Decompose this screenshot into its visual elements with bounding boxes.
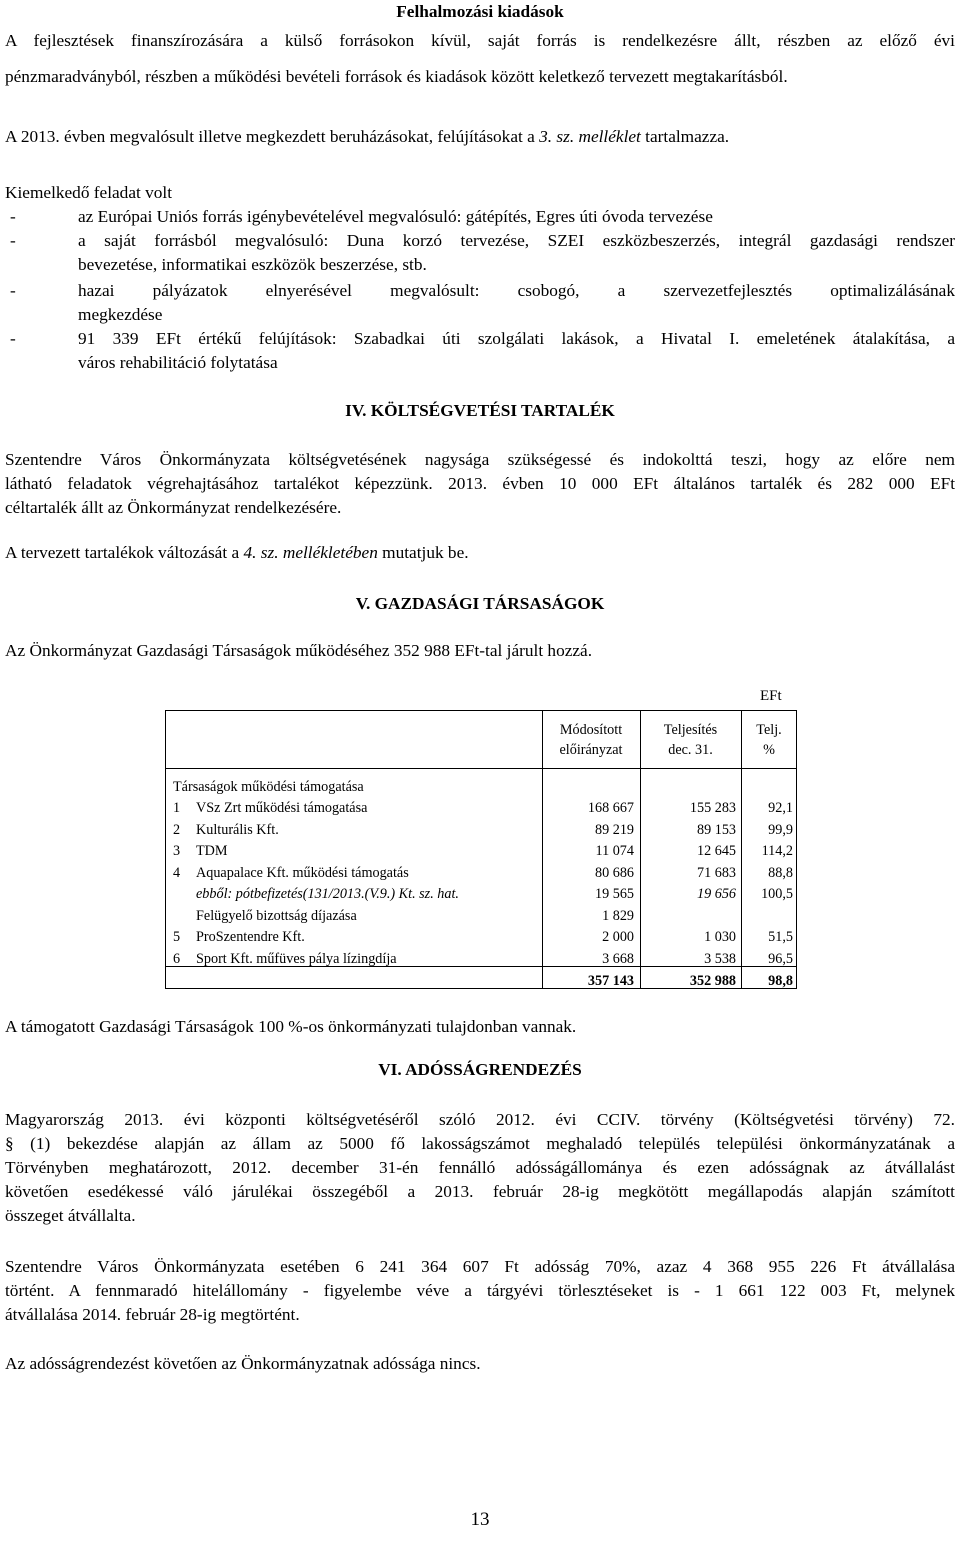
- adossag-p2-line-2: történt. A fennmaradó hitelállomány - figyelembe véve a tárgyévi törlesztéseket is - 1 661 122 003 Ft, melynek: [5, 1281, 955, 1300]
- col-header-teljesites-2: dec. 31.: [668, 742, 713, 758]
- tartalek-line-1: Szentendre Város Önkormányzata költségvetésének nagysága szükségessé és indokolttá teszi, hogy az előre nem: [5, 450, 955, 469]
- row-teljesites: 19 656: [696, 886, 736, 902]
- tartalek-melleklet-ref: 4. sz. mellékletében: [243, 543, 378, 562]
- tartalek-p2-c: mutatjuk be.: [377, 543, 469, 562]
- adossag-line-4: követően esedékessé váló járulékai összegéből a 2013. február 28-ig megkötött megállapodás alapján számított: [5, 1182, 955, 1201]
- tartalek-p2-a: A tervezett tartalékok változását a: [5, 543, 244, 562]
- row-name: Sport Kft. műfüves pálya lízingdíja: [196, 950, 397, 967]
- row-pct: 96,5: [768, 950, 793, 967]
- bullet-3-line-2: megkezdése: [78, 305, 163, 324]
- heading-tarsasagok: V. GAZDASÁGI TÁRSASÁGOK: [355, 594, 605, 613]
- row-modositott: 11 074: [595, 843, 634, 859]
- tartalek-line-2: látható feladatok végrehajtásához tartalékot képezzünk. 2013. évben 10 000 EFt általános tartalék és 282 000 EFt: [5, 474, 955, 493]
- row-modositott: 80 686: [594, 864, 634, 881]
- row-name: Aquapalace Kft. működési támogatás: [196, 864, 409, 881]
- row-pct: 100,5: [761, 886, 793, 902]
- row-pct: 99,9: [768, 821, 793, 838]
- row-pct: 114,2: [761, 843, 793, 859]
- p1-line-3-c: tartalmazza.: [640, 127, 730, 146]
- row-modositott: 3 668: [602, 950, 634, 967]
- row-modositott: 168 667: [587, 800, 634, 816]
- row-number: 3: [173, 843, 181, 859]
- heading-tartalek: IV. KÖLTSÉGVETÉSI TARTALÉK: [345, 401, 615, 420]
- p1-melleklet-ref: 3. sz. melléklet: [539, 127, 641, 146]
- tarsasagok-outro: A támogatott Gazdasági Társaságok 100 %-os önkormányzati tulajdonban vannak.: [5, 1017, 577, 1036]
- row-number: 4: [173, 864, 181, 881]
- p1-line-3: [5, 127, 729, 147]
- unit-label: EFt: [760, 688, 782, 704]
- bullet-dash: -: [10, 231, 16, 250]
- p1-line-1: A fejlesztések finanszírozására a külső forrásokon kívül, saját forrás is rendelkezésre állt, részben az előző évi: [5, 31, 955, 50]
- p1-line-2: pénzmaradványból, részben a működési bevételi források és kiadások között keletkező tervezett megtakarításból.: [5, 67, 788, 86]
- bullet-2-line-2: bevezetése, informatikai eszközök beszerzése, stb.: [78, 255, 427, 274]
- bullet-4-line-1: 91 339 EFt értékű felújítások: Szabadkai úti szolgálati lakások, a Hivatal I. emeletének átalakítása, a: [78, 329, 955, 348]
- row-name: ebből: pótbefizetés(131/2013.(V.9.) Kt. sz. hat.: [196, 886, 459, 902]
- tarsasagok-intro: Az Önkormányzat Gazdasági Társaságok működéséhez 352 988 EFt-tal járult hozzá.: [5, 641, 593, 660]
- row-teljesites: 1 030: [704, 929, 736, 945]
- tarsasagok-table: [165, 710, 797, 989]
- row-modositott: 89 219: [594, 821, 634, 838]
- row-number: 6: [173, 950, 181, 967]
- bullet-3-line-1: hazai pályázatok elnyerésével megvalósult: csobogó, a szervezetfejlesztés optimalizálásának: [78, 281, 955, 300]
- adossag-line-1: Magyarország 2013. évi központi költségvetéséről szóló 2012. évi CCIV. törvény (Költségvetési törvény) 72.: [5, 1110, 955, 1129]
- row-teljesites: 155 283: [689, 800, 736, 816]
- row-name: VSz Zrt működési támogatása: [196, 800, 368, 816]
- bullet-2-line-1: a saját forrásból megvalósuló: Duna korzó tervezése, SZEI eszközbeszerzés, integrál gazdasági rendszer: [78, 231, 955, 250]
- heading-felhalmozasi: Felhalmozási kiadások: [396, 2, 564, 21]
- page-number: 13: [470, 1509, 490, 1530]
- adossag-line-3: Törvényben meghatározott, 2012. december 31-én fennálló adósságállománya és ezen adósságnak az átvállalást: [5, 1158, 955, 1177]
- tartalek-p2: [5, 543, 469, 563]
- total-modositott: 357 143: [587, 973, 634, 989]
- total-teljesites: 352 988: [689, 973, 736, 989]
- row-modositott: 2 000: [602, 929, 634, 945]
- row-name: Kulturális Kft.: [196, 821, 279, 838]
- section-label: Társaságok működési támogatása: [173, 779, 364, 795]
- row-name: TDM: [196, 843, 228, 859]
- adossag-p2-line-1: Szentendre Város Önkormányzata esetében 6 241 364 607 Ft adósság 70%, azaz 4 368 955 226 Ft átvállalása: [5, 1257, 955, 1276]
- adossag-p2-line-3: átvállalása 2014. február 28-ig megtörtént.: [5, 1305, 300, 1324]
- bullet-4-line-2: város rehabilitáció folytatása: [78, 353, 278, 372]
- row-modositott: 19 565: [594, 886, 634, 902]
- row-teljesites: 3 538: [704, 950, 736, 967]
- col-header-teljesites-1: Teljesítés: [663, 722, 718, 738]
- bullet-dash: -: [10, 281, 16, 300]
- row-teljesites: 71 683: [696, 864, 736, 881]
- col-header-modositott-1: Módosított: [559, 722, 623, 738]
- adossag-final: Az adósságrendezést követően az Önkormányzatnak adóssága nincs.: [5, 1354, 481, 1373]
- row-name: ProSzentendre Kft.: [196, 929, 305, 945]
- col-header-pct-2: %: [763, 742, 775, 758]
- row-pct: 92,1: [768, 800, 793, 816]
- adossag-line-2: § (1) bekezdése alapján az állam az 5000 fő lakosságszámot meghaladó település települési önkormányzatának a: [5, 1134, 955, 1153]
- bullet-dash: -: [10, 207, 16, 226]
- row-number: 1: [173, 800, 181, 816]
- col-header-modositott-2: előirányzat: [559, 742, 623, 758]
- row-name: Felügyelő bizottság díjazása: [196, 907, 357, 924]
- kiemelt-intro: Kiemelkedő feladat volt: [5, 183, 172, 202]
- row-number: 2: [173, 821, 181, 838]
- row-number: 5: [173, 929, 181, 945]
- bullet-1: az Európai Uniós forrás igénybevételével megvalósuló: gátépítés, Egres úti óvoda tervezése: [78, 207, 713, 226]
- row-modositott: 1 829: [602, 907, 634, 924]
- row-divider: [166, 768, 796, 769]
- col-header-pct-1: Telj.: [756, 722, 782, 738]
- tartalek-line-3: céltartalék állt az Önkormányzat rendelkezésére.: [5, 498, 342, 517]
- adossag-line-5: összeget átvállalta.: [5, 1206, 136, 1225]
- total-pct: 98,8: [768, 973, 793, 989]
- row-teljesites: 12 645: [696, 843, 736, 859]
- row-teljesites: 89 153: [696, 821, 736, 838]
- bullet-dash: -: [10, 329, 16, 348]
- p1-line-3-a: A 2013. évben megvalósult illetve megkezdett beruházásokat, felújításokat a: [5, 127, 540, 146]
- heading-adossag: VI. ADÓSSÁGRENDEZÉS: [378, 1060, 582, 1079]
- row-pct: 88,8: [768, 864, 793, 881]
- row-pct: 51,5: [768, 929, 793, 945]
